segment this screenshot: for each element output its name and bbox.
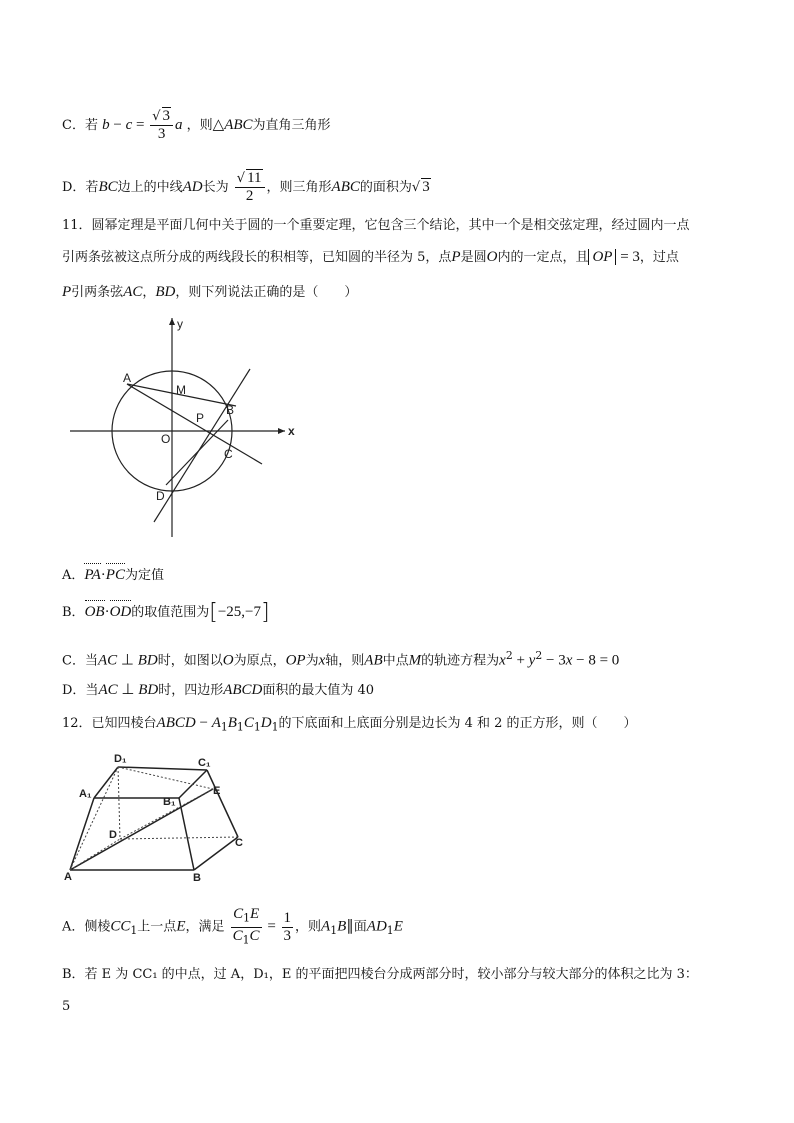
point-b-label: B: [226, 403, 235, 417]
point-d1-label: D₁: [114, 753, 127, 765]
point-c1-label: C₁: [198, 757, 211, 769]
point-e-label: E: [213, 785, 221, 797]
q11-option-b: B．OB·OD的取值范围为[−25,−7]: [62, 600, 270, 625]
point-c-label: C: [224, 447, 233, 461]
q10-option-c: C．若 b − c = $\frac{√ 3}{3}$ a ，则△ABC为直角三角形: [62, 108, 331, 142]
q12-option-b-line2: 5: [62, 999, 71, 1014]
x-axis-label: x: [288, 424, 295, 438]
point-p-label: P: [196, 411, 205, 425]
point-m-label: M: [176, 383, 186, 397]
point-b1-label: B₁: [163, 796, 176, 808]
q11-stem-line1: 11．圆幂定理是平面几何中关于圆的一个重要定理，它包含三个结论，其中一个是相交弦定理，经过圆内一点: [62, 218, 690, 233]
point-d-label: D: [109, 829, 117, 841]
point-a-label: A: [123, 371, 132, 385]
q11-option-c: C．当AC ⊥ BD时，如图以O为原点，OP为x轴，则AB中点M的轨迹方程为$x^2 + y^2 - 3x - 8 = 0$: [62, 649, 620, 669]
q12-stem: 12．已知四棱台ABCD − $A_1B_1C_1D_1$的下底面和上底面分别是边长为 4 和 2 的正方形，则（ ）: [62, 715, 637, 734]
circle-chords-figure: [60, 312, 320, 544]
q11-stem-line3: P引两条弦AC，BD，则下列说法正确的是（ ）: [62, 284, 358, 300]
point-d-label: D: [156, 489, 165, 503]
point-o-label: O: [161, 432, 171, 446]
point-c-label: C: [235, 837, 243, 849]
y-axis-label: y: [177, 317, 183, 331]
q12-option-b-line1: B．若 E 为 CC₁ 的中点，过 A，D₁，E 的平面把四棱台分成两部分时，较小部分与较大部分的体积之比为 3：: [62, 967, 698, 982]
point-a1-label: A₁: [79, 788, 92, 800]
q11-option-a: A．PA·PC为定值: [62, 567, 164, 583]
frustum-figure: [62, 752, 252, 887]
fraction: $\frac{√ 3}{3}$: [150, 108, 173, 143]
q10-option-d: D．若BC边上的中线AD长为 $\frac{√ 11}{2}$ ，则三角形ABC的面积为√ 3: [62, 170, 430, 204]
point-a-label: A: [64, 871, 72, 883]
q11-stem-line2: 引两条弦被这点所分成的两线段长的积相等，已知圆的半径为 5，点P是圆O内的一定点，且 OP = 3，过点: [62, 249, 679, 265]
q11-option-d: D．当AC ⊥ BD时，四边形ABCD面积的最大值为 40: [62, 682, 375, 698]
point-b-label: B: [193, 872, 201, 884]
q12-option-a: A．侧棱$CC_1$上一点E，满足 $\frac{C_1E}{C_1C}$ = $\frac{1}{3}$ ，则$A_1B\parallel$面$AD_1E$: [62, 906, 403, 947]
